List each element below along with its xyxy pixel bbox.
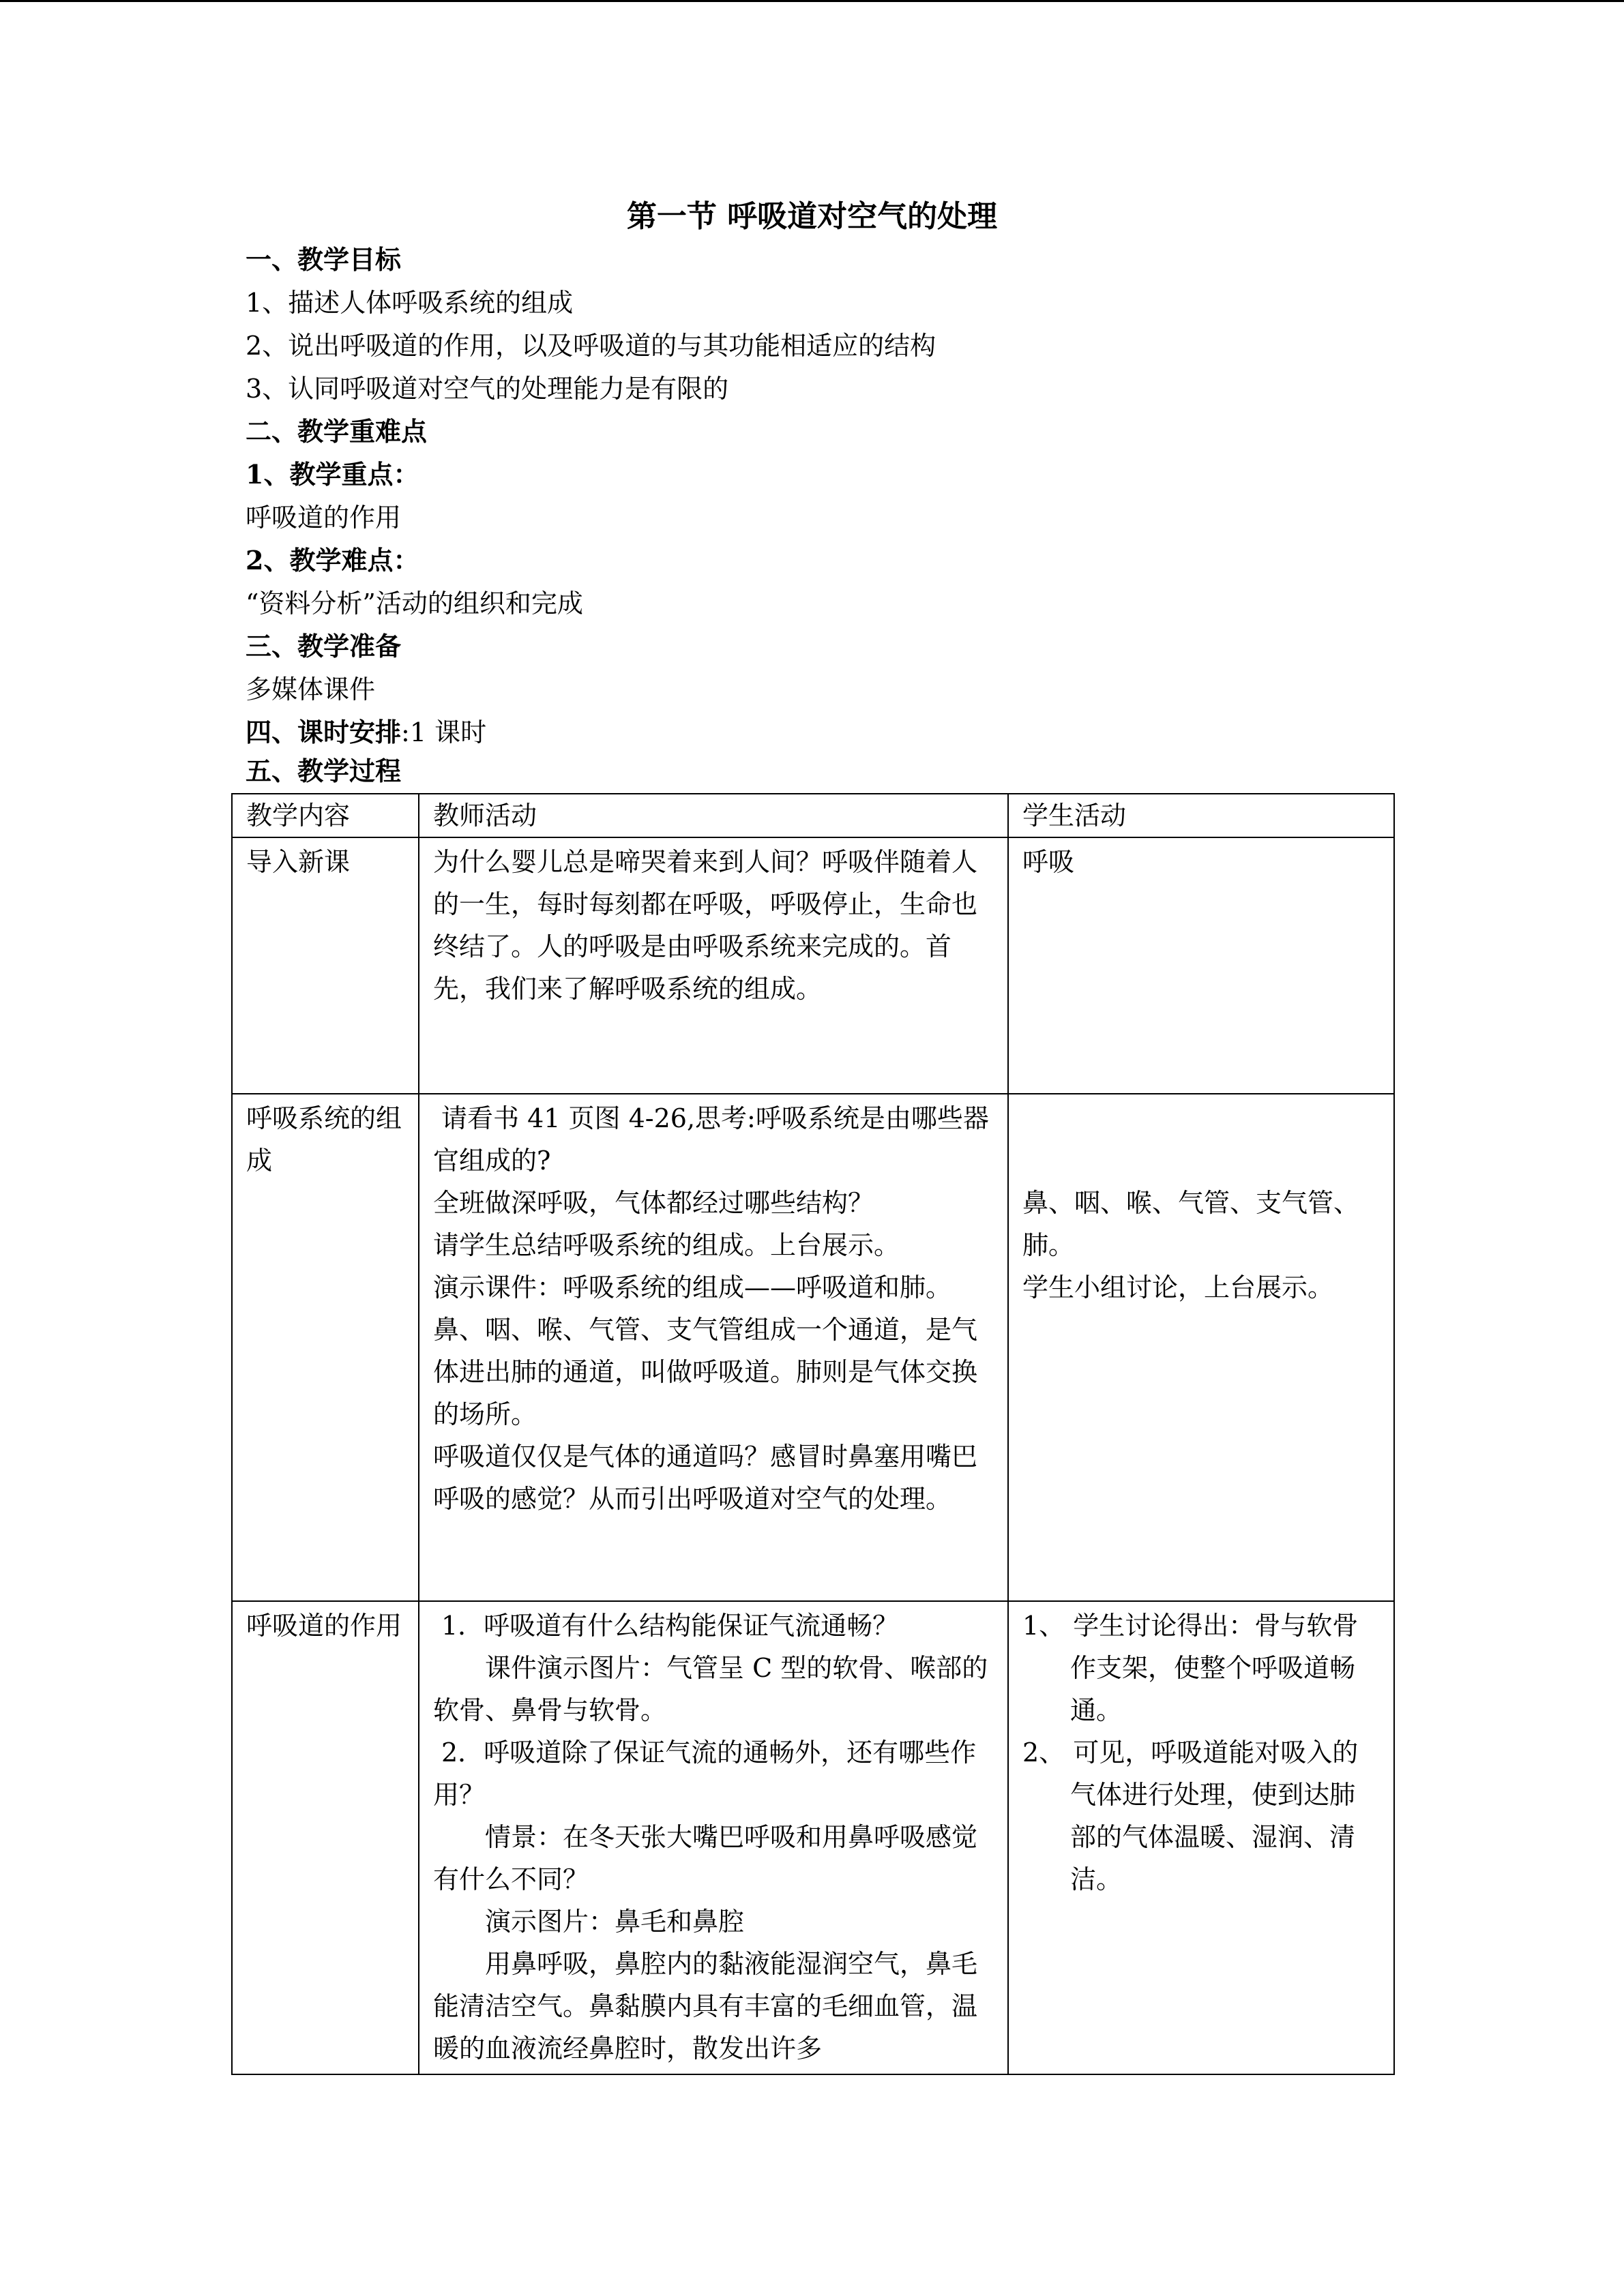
table-cell [419, 837, 1008, 1094]
header-student: 学生活动 [1022, 801, 1127, 831]
schedule-line [246, 711, 486, 754]
page-title: 第一节 呼吸道对空气的处理 [626, 199, 998, 234]
section-heading-preparation: 三、教学准备 [246, 631, 402, 661]
table-cell [1008, 1094, 1394, 1601]
teacher-paragraph: 用鼻呼吸，鼻腔内的黏液能湿润空气，鼻毛能清洁空气。鼻黏膜内具有丰富的毛细血管，温暖的血液流经鼻腔时，散发出许多 [433, 1949, 978, 2063]
table-row [232, 837, 1394, 1094]
teacher-paragraph: 课件演示图片：气管呈 C 型的软骨、喉部的软骨、鼻骨与软骨。 [433, 1653, 988, 1725]
row-topic: 呼吸道的作用 [246, 1611, 402, 1641]
teacher-paragraph: 请看书 41 页图 4-26,思考:呼吸系统是由哪些器官组成的? [433, 1103, 989, 1176]
table-cell [232, 837, 419, 1094]
teacher-paragraph: 为什么婴儿总是啼哭着来到人间？呼吸伴随着人的一生，每时每刻都在呼吸，呼吸停止，生命也终结了。人的呼吸是由呼吸系统来完成的。首先，我们来了解呼吸系统的组成。 [433, 847, 978, 1004]
difficulty-text: “资料分析”活动的组织和完成 [246, 588, 583, 618]
row-topic: 呼吸系统的组成 [246, 1103, 402, 1176]
objective-item: 2、说出呼吸道的作用，以及呼吸道的与其功能相适应的结构 [246, 331, 936, 361]
section-heading-objectives: 一、教学目标 [246, 244, 402, 275]
table-cell [232, 1601, 419, 2074]
difficulty-label: 2、教学难点： [246, 545, 419, 576]
header-cell [232, 794, 419, 837]
header-cell [419, 794, 1008, 837]
key-point-text: 呼吸道的作用 [246, 503, 402, 533]
table-header-row [232, 794, 1394, 837]
header-content: 教学内容 [246, 801, 351, 831]
table-cell [1008, 837, 1394, 1094]
teacher-paragraph: 演示课件：呼吸系统的组成——呼吸道和肺。鼻、咽、喉、气管、支气管组成一个通道，是气体进出肺的通道，叫做呼吸道。肺则是气体交换的场所。 [433, 1272, 978, 1429]
table-cell [1008, 1601, 1394, 2074]
objective-item: 1、描述人体呼吸系统的组成 [246, 288, 574, 318]
section-heading-key-points: 二、教学重难点 [246, 416, 428, 447]
schedule-value: :1 课时 [401, 717, 487, 747]
table-row [232, 1094, 1394, 1601]
table-cell [419, 1094, 1008, 1601]
student-paragraph: 鼻、咽、喉、气管、支气管、肺。 [1022, 1188, 1360, 1260]
teacher-paragraph: 呼吸道仅仅是气体的通道吗？感冒时鼻塞用嘴巴呼吸的感觉？从而引出呼吸道对空气的处理。 [433, 1442, 978, 1514]
teacher-paragraph: 全班做深呼吸，气体都经过哪些结构？ [433, 1188, 874, 1218]
header-teacher: 教师活动 [433, 801, 537, 831]
student-paragraph: 学生小组讨论，上台展示。 [1022, 1272, 1334, 1302]
teacher-paragraph: 2．呼吸道除了保证气流的通畅外，还有哪些作用？ [433, 1738, 977, 1810]
table-row [232, 1601, 1394, 2074]
section-heading-schedule: 四、课时安排 [246, 717, 402, 747]
top-border-line [0, 0, 1624, 2]
teacher-paragraph: 请学生总结呼吸系统的组成。上台展示。 [433, 1230, 900, 1260]
table-cell [419, 1601, 1008, 2074]
row-topic: 导入新课 [246, 847, 351, 877]
preparation-text: 多媒体课件 [246, 674, 376, 704]
teaching-process-table [231, 793, 1395, 2075]
section-heading-process: 五、教学过程 [246, 756, 402, 786]
teacher-paragraph: 1．呼吸道有什么结构能保证气流通畅？ [441, 1611, 899, 1641]
student-paragraph: 1、 学生讨论得出：骨与软骨作支架，使整个呼吸道畅通。 [1022, 1611, 1359, 1725]
teacher-paragraph: 演示图片：鼻毛和鼻腔 [485, 1907, 745, 1937]
table-cell [232, 1094, 419, 1601]
student-paragraph: 2、 可见，呼吸道能对吸入的气体进行处理，使到达肺部的气体温暖、湿润、清洁。 [1022, 1738, 1359, 1894]
teacher-paragraph: 情景：在冬天张大嘴巴呼吸和用鼻呼吸感觉有什么不同？ [433, 1822, 978, 1894]
key-point-label: 1、教学重点： [246, 459, 419, 490]
student-paragraph: 呼吸 [1022, 847, 1075, 877]
header-cell [1008, 794, 1394, 837]
objective-item: 3、认同呼吸道对空气的处理能力是有限的 [246, 374, 729, 404]
